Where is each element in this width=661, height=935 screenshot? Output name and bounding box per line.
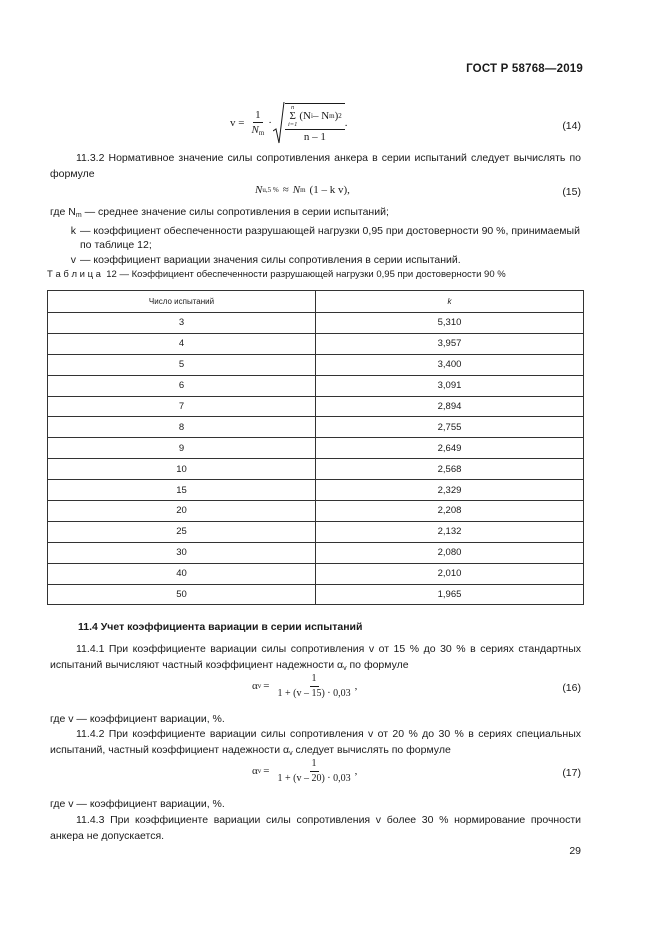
column-header-tests: Число испытаний [48,291,316,313]
table-row: 7 2,894 [48,396,584,417]
formula-17-number: (17) [562,767,581,779]
paragraph-11-4-3: 11.4.3 При коэффициенте вариации силы сопротивления v более 30 % нормирование прочности анкера не допускается. [50,814,581,842]
definition-item: k — коэффициент обеспеченности разрушающей нагрузки 0,95 при достоверности 90 %, принимаемый по таблице 12; [70,224,580,251]
table-row: 9 2,649 [48,438,584,459]
table-row: 50 1,965 [48,584,584,605]
sqrt-radical-icon [273,101,285,145]
table-row: 3 5,310 [48,313,584,334]
table-row: 40 2,010 [48,563,584,584]
column-header-k: k [316,291,584,313]
definitions-list [50,205,581,267]
formula-17: α v = $\frac{1}{1 + (v - 20) \cdot 0,03}$ , [252,758,358,784]
paragraph-11-3-2: 11.3.2 Нормативное значение силы сопротивления анкера в серии испытаний следует вычислять по формуле [50,152,581,180]
table-row: 8 2,755 [48,417,584,438]
table-row: 4 3,957 [48,333,584,354]
formula-14-lhs: v = [230,117,245,129]
formula-14-fraction-1: $\frac{1}{N_m}$ [251,108,265,138]
paragraph-11-4-2: 11.4.2 При коэффициенте вариации силы сопротивления v от 20 % до 30 % в сериях специальных испытаний, частный коэффициент надежности $\alpha_v$ следует вычислять по формуле [50,728,581,757]
document-header: ГОСТ Р 58768—2019 [466,63,583,75]
table-row: 25 2,132 [48,521,584,542]
definition-item: v — коэффициент вариации значения силы сопротивления в серии испытаний. [70,253,461,266]
page-number: 29 [569,845,581,857]
table-12 [47,290,584,605]
table-row: 20 2,208 [48,501,584,522]
table-row: 15 2,329 [48,480,584,501]
where-17: где v — коэффициент вариации, %. [50,798,225,810]
table-caption: Т а б л и ц а 12 — Коэффициент обеспеченности разрушающей нагрузки 0,95 при достоверности 90 % [47,269,506,280]
formula-14-radicand: n Σ i=1 (N i – N m ) 2 n – 1 [285,103,345,143]
definition-item: где $N_m$ — среднее значение силы сопротивления в серии испытаний; [50,206,389,219]
table-row: 6 3,091 [48,375,584,396]
section-11-4-title: 11.4 Учет коэффициента вариации в серии испытаний [78,621,363,633]
table-row: 5 3,400 [48,354,584,375]
table-row: 30 2,080 [48,542,584,563]
formula-14-number: (14) [562,120,581,132]
formula-15-number: (15) [562,186,581,198]
paragraph-11-4-1: 11.4.1 При коэффициенте вариации силы сопротивления v от 15 % до 30 % в сериях стандартных испытаний вычисляют частный коэффициент надежности $\alpha_v$ по формуле [50,643,581,672]
formula-14: v = $\frac{1}{N_m}$ · n Σ i=1 (N i – N m ) 2 n – 1 . [230,100,348,146]
summation-symbol: n Σ i=1 [287,103,298,128]
formula-16-number: (16) [562,682,581,694]
formula-15: N u,5 % ≈ N m (1 – k v), [255,184,350,196]
where-16: где v — коэффициент вариации, %. [50,713,225,725]
table-row: 10 2,568 [48,459,584,480]
table-header-row [48,291,584,313]
formula-16: α v = $\frac{1}{1 + (v - 15) \cdot 0,03}$ , [252,673,358,699]
